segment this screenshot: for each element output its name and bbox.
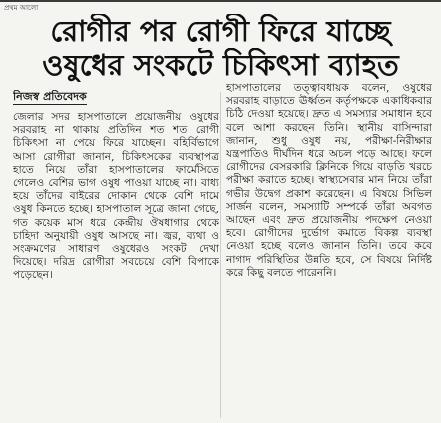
byline: নিজস্ব প্রতিবেদক [13,90,87,103]
top-rule [0,0,441,2]
article-column-right [226,82,432,420]
article-body-right: হাসপাতালের তত্ত্বাবধায়ক বলেন, ওষুধের সরবরাহ বাড়াতে ঊর্ধ্বতন কর্তৃপক্ষকে একাধিকবার চিঠি দেওয়া হয়েছে। দ্রুত এ সমস্যার সমাধান হবে বলে আশা করছেন তিনি। স্থানীয় বাসিন্দারা জানান, শুধু ওষুধ নয়, পরীক্ষা-নিরীক্ষার যন্ত্রপাতিও দীর্ঘদিন ধরে অচল পড়ে আছে। ফলে রোগীদের বেসরকারি ক্লিনিকে গিয়ে বাড়তি খরচে পরীক্ষা করাতে হচ্ছে। স্বাস্থ্যসেবার মান নিয়ে তাঁরা গভীর উদ্বেগ প্রকাশ করেছেন। এ বিষয়ে সিভিল সার্জন বলেন, সমস্যাটি সম্পর্কে তাঁরা অবগত আছেন এবং দ্রুত প্রয়োজনীয় পদক্ষেপ নেওয়া হবে। রোগীদের দুর্ভোগ কমাতে বিকল্প ব্যবস্থা নেওয়া হচ্ছে বলেও জানান তিনি। তবে কবে নাগাদ পরিস্থিতির উন্নতি হবে, সে বিষয়ে নির্দিষ্ট করে কিছু বলতে পারেননি। [226,82,432,279]
article-body-left: জেলার সদর হাসপাতালে প্রয়োজনীয় ওষুধের সরবরাহ না থাকায় প্রতিদিন শত শত রোগী চিকিৎসা না পেয়ে ফিরে যাচ্ছেন। বহির্বিভাগে আসা রোগীরা জানান, চিকিৎসকের ব্যবস্থাপত্র হাতে নিয়ে তাঁরা হাসপাতালের ফার্মেসিতে গেলেও বেশির ভাগ ওষুধ পাওয়া যাচ্ছে না। বাধ্য হয়ে তাঁদের বাইরের দোকান থেকে বেশি দামে ওষুধ কিনতে হচ্ছে। হাসপাতাল সূত্রে জানা গেছে, গত কয়েক মাস ধরে কেন্দ্রীয় ঔষধাগার থেকে চাহিদা অনুযায়ী ওষুধ আসছে না। জ্বর, ব্যথা ও সংক্রমণের সাধারণ ওষুধেরও সংকট দেখা দিয়েছে। দরিদ্র রোগীরা সবচেয়ে বেশি বিপাকে পড়েছেন। [13,111,219,282]
article-column-left [13,90,219,420]
headline-line-2: ওষুধের সংকটে চিকিৎসা ব্যাহত [42,48,399,82]
headline-line-1: রোগীর পর রোগী ফিরে যাচ্ছে [50,14,391,48]
column-divider [220,92,221,418]
masthead: প্রথম আলো [4,4,39,12]
